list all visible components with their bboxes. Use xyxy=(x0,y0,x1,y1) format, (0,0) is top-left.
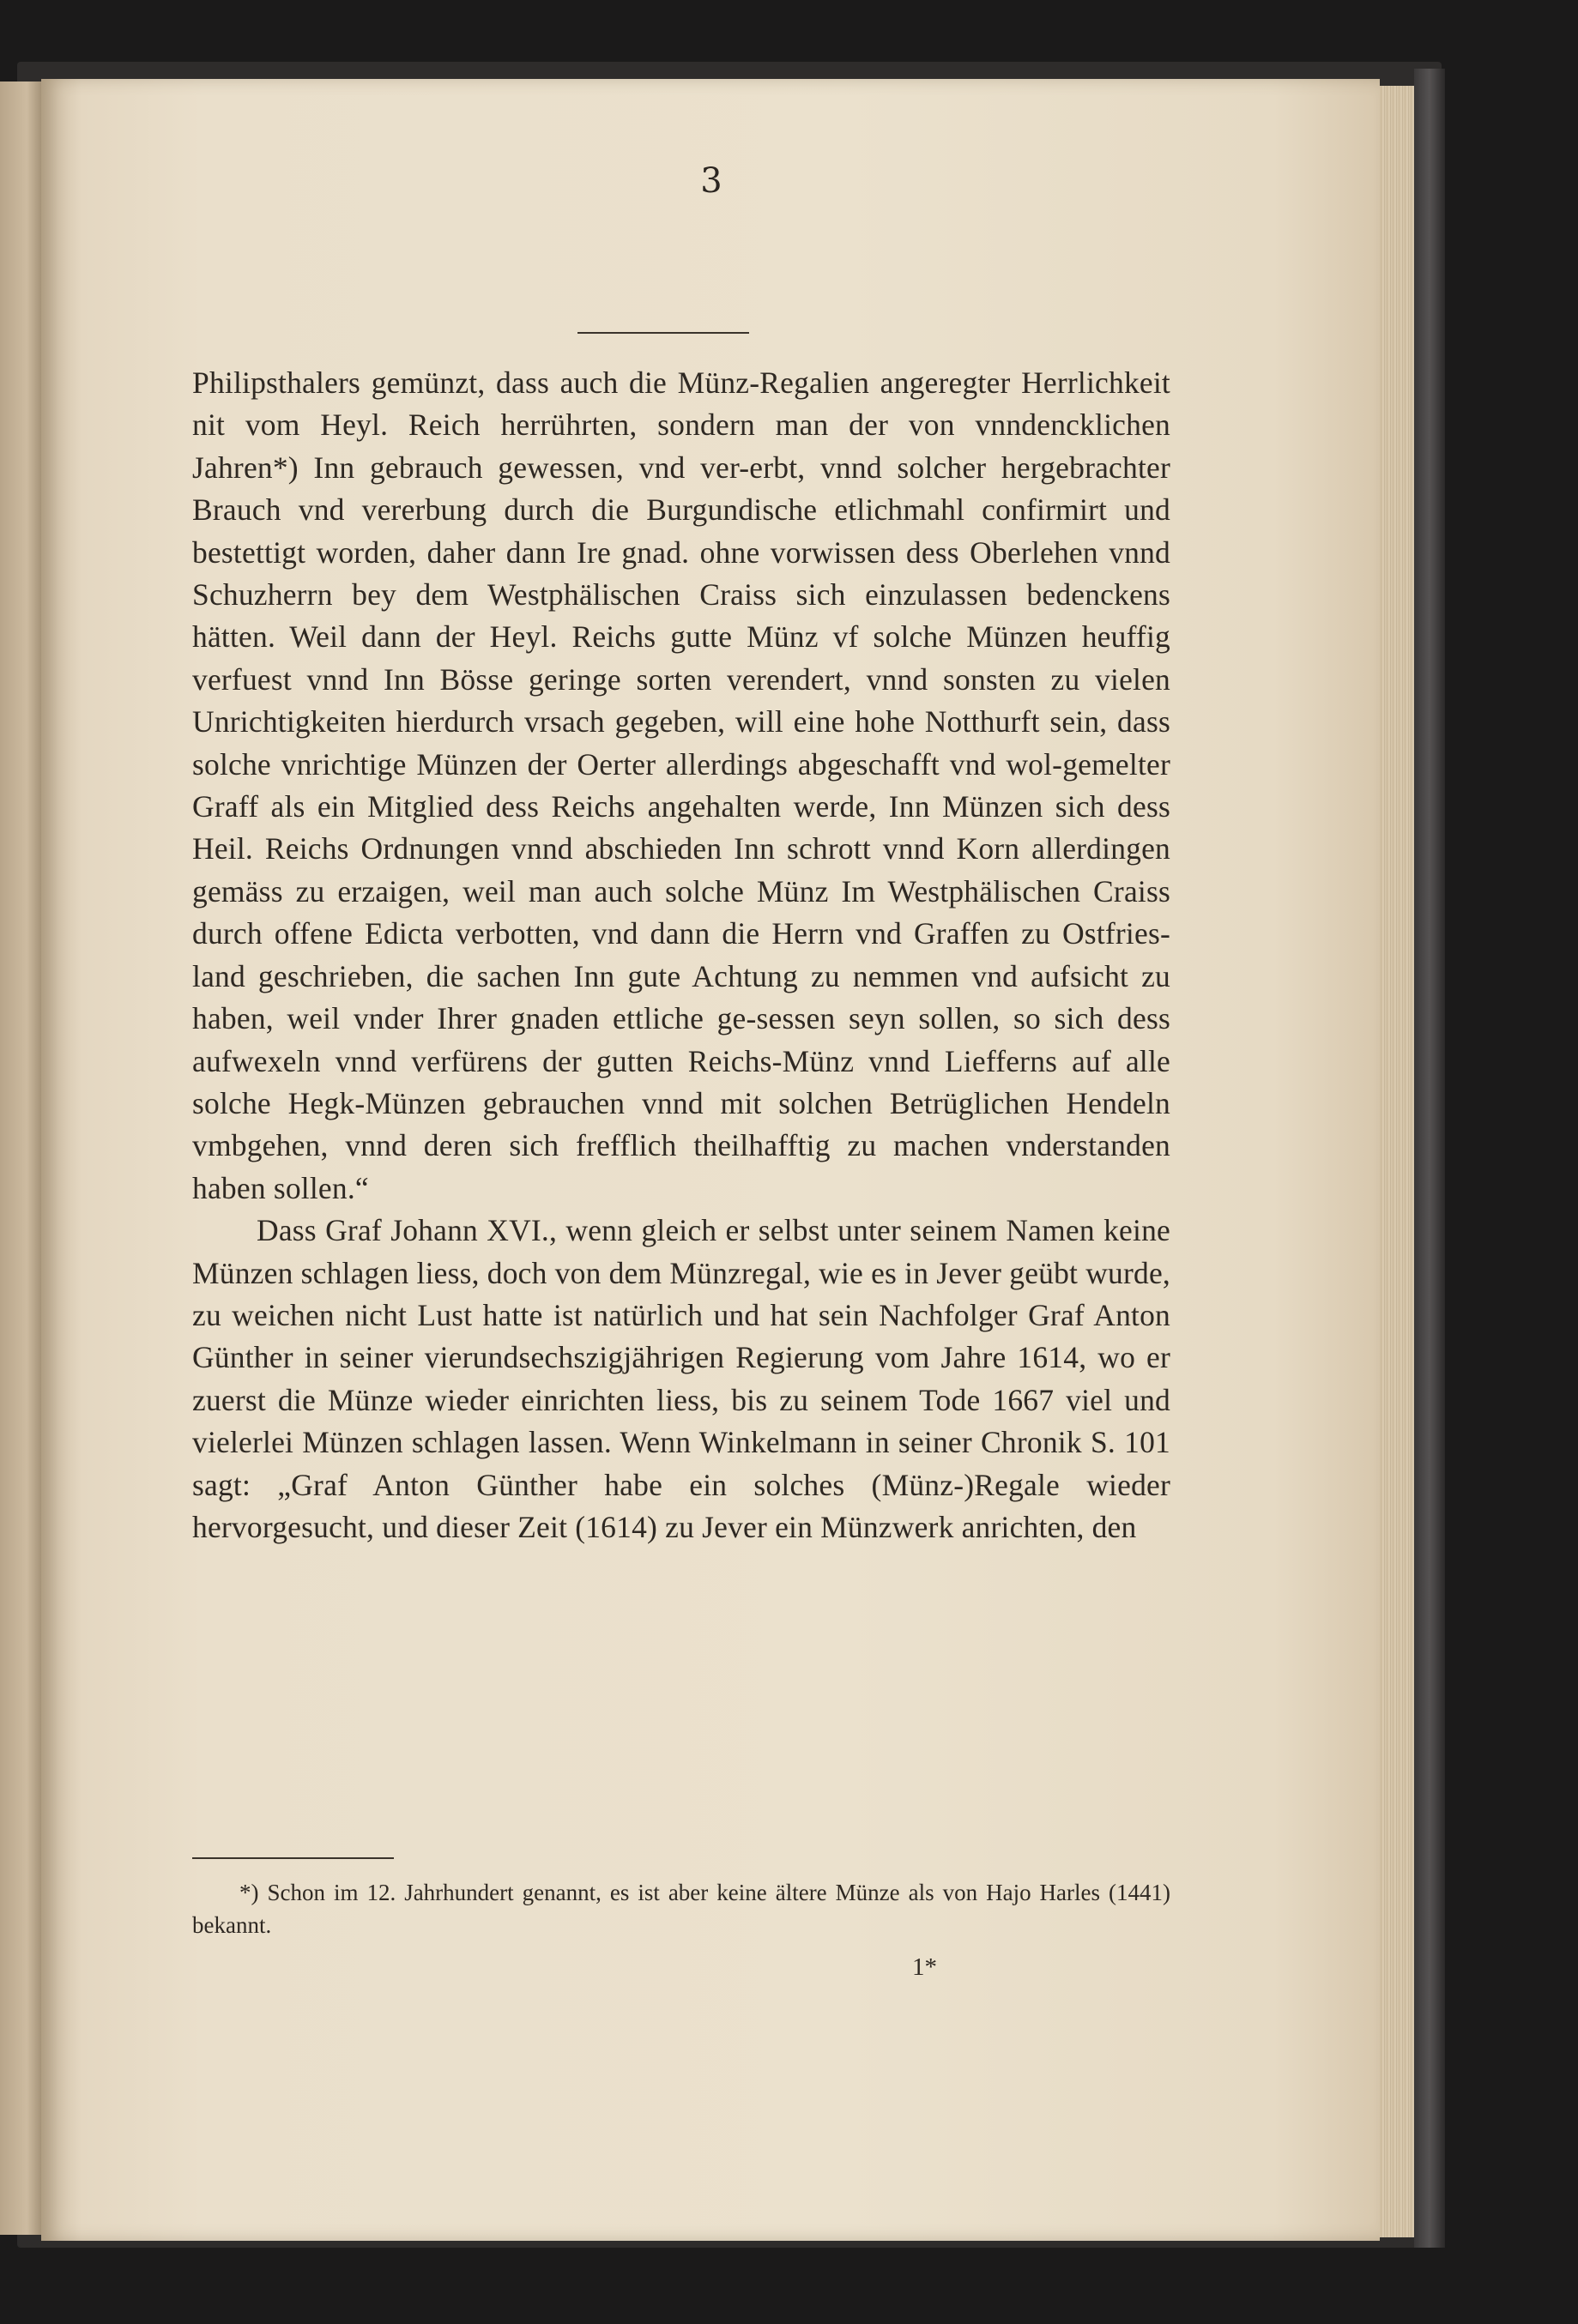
body-text xyxy=(192,362,1170,1548)
paragraph-2: Dass Graf Johann XVI., wenn gleich er selbst unter seinem Namen keine Münzen schlagen liess, doch von dem Münzregal, wie es in Jever geübt wurde, zu weichen nicht Lust hatte ist natürlich und hat sein Nachfolger Graf Anton Günther in seiner vierundsechszigjährigen Regierung vom Jahre 1614, wo er zuerst die Münze wieder einrichten liess, bis zu seinem Tode 1667 viel und vielerlei Münzen schlagen lassen. Wenn Winkelmann in seiner Chronik S. 101 sagt: „Graf Anton Günther habe ein solches (Münz-)Regale wieder hervorgesucht, und dieser Zeit (1614) zu Jever ein Münzwerk anrichten, den xyxy=(192,1213,1170,1544)
page-number: 3 xyxy=(700,161,722,201)
footnote-rule xyxy=(192,1857,394,1859)
previous-page-edge xyxy=(0,81,45,2235)
paragraph-1: Philipsthalers gemünzt, dass auch die Münz-Regalien angeregter Herrlichkeit nit vom Heyl. Reich herrührten, sondern man der von vnndencklichen Jahren*) Inn gebrauch gewessen, vnd ver-erbt, vnnd solcher hergebrachter Brauch vnd vererbung durch die Burgundische etlichmahl confirmirt und bestettigt worden, daher dann Ire gnad. ohne vorwissen dess Oberlehen vnnd Schuzherrn bey dem Westphälischen Craiss sich einzulassen bedenckens hätten. Weil dann der Heyl. Reichs gutte Münz vf solche Münzen heuffig verfuest vnnd Inn Bösse geringe sorten verendert, vnnd sonsten zu vielen Unrichtigkeiten hierdurch vrsach gegeben, will eine hohe Notthurft sein, dass solche vnrichtige Münzen der Oerter allerdings abgeschafft vnd wol-gemelter Graff als ein Mitglied dess Reichs angehalten werde, Inn Münzen sich dess Heil. Reichs Ordnungen vnnd abschieden Inn schrott vnnd Korn allerdingen gemäss zu erzaigen, weil man auch solche Münz Im Westphälischen Craiss durch offene Edicta verbotten, vnd dann die Herrn vnd Graffen zu Ostfries-land geschrieben, die sachen Inn gute Achtung zu nemmen vnd aufsicht zu haben, weil vnder Ihrer gnaden ettliche ge-sessen seyn sollen, so sich dess aufwexeln vnnd verfürens der gutten Reichs-Münz vnnd Liefferns auf alle solche Hegk-Münzen gebrauchen vnnd mit solchen Betrüglichen Hendeln vmbgehen, vnnd deren sich frefflich theilhafftig zu machen vnderstanden haben sollen.“ xyxy=(192,365,1170,1205)
book-page xyxy=(41,79,1380,2241)
book-spine xyxy=(1414,69,1445,2248)
signature-mark: 1* xyxy=(912,1953,937,1981)
header-rule xyxy=(577,332,749,334)
footnote: *) Schon im 12. Jahrhundert genannt, es ist aber keine ältere Münze als von Hajo Harles (1441) bekannt. xyxy=(192,1880,1170,1938)
